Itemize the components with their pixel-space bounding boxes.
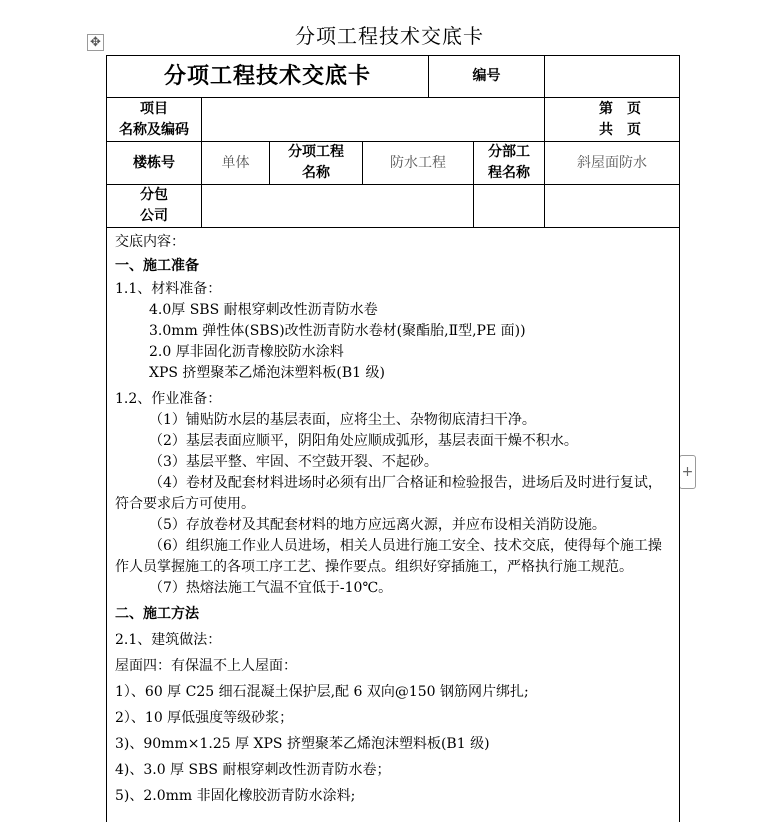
list-item: （4）卷材及配套材料进场时必须有出厂合格证和检验报告，进场后及时进行复试，符合要求后方可使用。 — [115, 473, 673, 515]
list-item: 4.0厚 SBS 耐根穿刺改性沥青防水卷 — [115, 300, 673, 321]
section-title: 一、施工准备 — [115, 256, 673, 277]
division-label: 分部工 程名称 — [474, 142, 545, 185]
list-item: （6）组织施工作业人员进场，相关人员进行施工安全、技术交底，使得每个施工操作人员掌握施工的各项工序工艺、操作要点。组织好穿插施工，严格执行施工规范。 — [115, 536, 673, 578]
building-value[interactable]: 单体 — [202, 142, 270, 185]
add-row-icon[interactable]: + — [679, 455, 696, 489]
list-item: 4)、3.0 厚 SBS 耐根穿刺改性沥青防水卷； — [115, 757, 673, 783]
list-item: 5)、2.0mm 非固化橡胶沥青防水涂料; — [115, 783, 673, 809]
number-label: 编号 — [429, 56, 545, 98]
subcontractor-blank-1[interactable] — [474, 185, 545, 228]
list-item: 2.0 厚非固化沥青橡胶防水涂料 — [115, 342, 673, 363]
list-item: （2）基层表面应顺平，阴阳角处应顺成弧形，基层表面干燥不积水。 — [115, 431, 673, 452]
card-title: 分项工程技术交底卡 — [107, 56, 429, 98]
work-prep-title: 1.2、作业准备： — [115, 389, 673, 410]
list-item: （5）存放卷材及其配套材料的地方应远离火源，并应布设相关消防设施。 — [115, 515, 673, 536]
subitem-value[interactable]: 防水工程 — [363, 142, 474, 185]
number-value[interactable] — [545, 56, 680, 98]
list-item: 3)、90mm×1.25 厚 XPS 挤塑聚苯乙烯泡沫塑料板(B1 级) — [115, 731, 673, 757]
materials-title: 1.1、材料准备： — [115, 279, 673, 300]
content-intro: 交底内容： — [115, 232, 673, 253]
division-value[interactable]: 斜屋面防水 — [545, 142, 680, 185]
subitem-label: 分项工程 名称 — [270, 142, 363, 185]
project-value[interactable] — [202, 98, 545, 142]
disclosure-content[interactable] — [107, 228, 680, 822]
roof-title: 屋面四：有保温不上人屋面： — [115, 653, 673, 679]
list-item: XPS 挤塑聚苯乙烯泡沫塑料板(B1 级) — [115, 363, 673, 384]
building-label: 楼栋号 — [107, 142, 202, 185]
subcontractor-blank-2[interactable] — [545, 185, 680, 228]
section-title: 二、施工方法 — [115, 604, 673, 625]
table-move-handle-icon[interactable]: ✥ — [87, 34, 104, 51]
build-title: 2.1、建筑做法： — [115, 627, 673, 653]
list-item: 2）、10 厚低强度等级砂浆； — [115, 705, 673, 731]
subcontractor-value[interactable] — [202, 185, 474, 228]
page-info: 第 页 共 页 — [545, 98, 680, 142]
technical-disclosure-table — [106, 55, 680, 822]
list-item: （7）热熔法施工气温不宜低于-10℃。 — [115, 578, 673, 599]
list-item: （3）基层平整、牢固、不空鼓开裂、不起砂。 — [115, 452, 673, 473]
list-item: （1）铺贴防水层的基层表面，应将尘土、杂物彻底清扫干净。 — [115, 410, 673, 431]
subcontractor-label: 分包 公司 — [107, 185, 202, 228]
list-item: 3.0mm 弹性体(SBS)改性沥青防水卷材(聚酯胎,Ⅱ型,PE 面)) — [115, 321, 673, 342]
document-title: 分项工程技术交底卡 — [0, 20, 779, 49]
list-item: 1）、60 厚 C25 细石混凝土保护层,配 6 双向@150 钢筋网片绑扎; — [115, 679, 673, 705]
project-label: 项目 名称及编码 — [107, 98, 202, 142]
